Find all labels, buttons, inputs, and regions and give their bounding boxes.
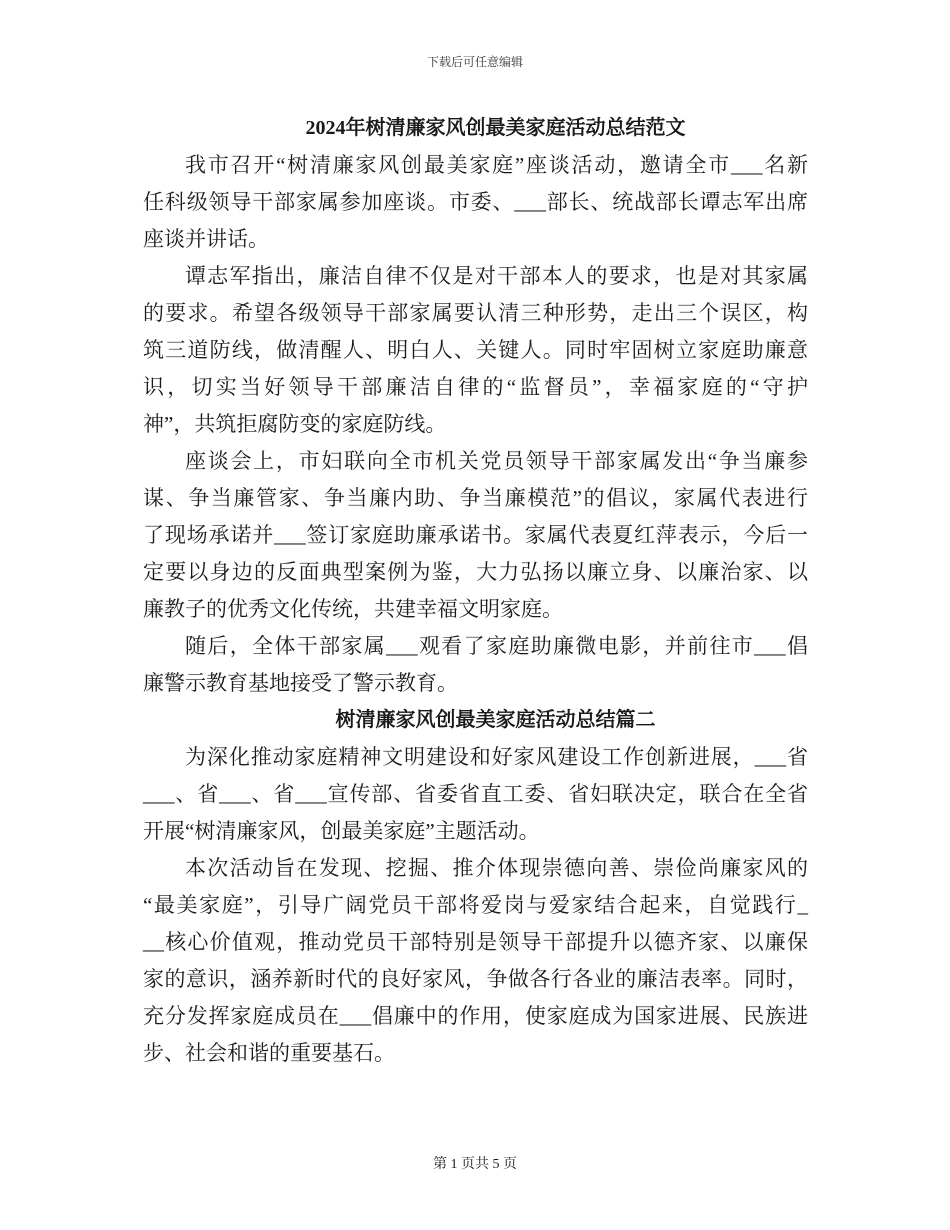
paragraph-line: 充分发挥家庭成员在___倡廉中的作用，使家庭成为国家进展、民族进	[143, 1004, 808, 1028]
paragraph-line: 识，切实当好领导干部廉洁自律的“监督员”，幸福家庭的“守护	[143, 375, 808, 399]
page-header-note: 下载后可任意编辑	[426, 55, 523, 69]
paragraph	[143, 739, 808, 850]
paragraph-line: 了现场承诺并___签订家庭助廉承诺书。家属代表夏红萍表示，今后一	[143, 523, 808, 547]
paragraph-line: “最美家庭”，引导广阔党员干部将爱岗与爱家结合起来，自觉践行_	[143, 893, 808, 917]
document-title: 2024年树清廉家风创最美家庭活动总结范文	[305, 117, 686, 139]
paragraph	[143, 628, 808, 702]
paragraph-line: 座谈并讲话。	[143, 227, 269, 251]
paragraph	[143, 850, 808, 1072]
paragraph-line: 神”，共筑拒腐防变的家庭防线。	[143, 412, 447, 436]
paragraph	[143, 147, 808, 258]
paragraph-line: 步、社会和谐的重要基石。	[143, 1041, 395, 1065]
paragraph-line: 廉警示教育基地接受了警示教育。	[143, 671, 458, 695]
section-heading: 树清廉家风创最美家庭活动总结篇二	[335, 709, 656, 731]
paragraph-line: 座谈会上，市妇联向全市机关党员领导干部家属发出“争当廉参	[185, 449, 808, 473]
page-number: 第 1 页共 5 页	[433, 1157, 517, 1172]
paragraph-line: 谭志军指出，廉洁自律不仅是对干部本人的要求，也是对其家属	[185, 264, 808, 288]
paragraph-line: 本次活动旨在发现、挖掘、推介体现崇德向善、崇俭尚廉家风的	[185, 856, 808, 880]
paragraph-line: 廉教子的优秀文化传统，共建幸福文明家庭。	[143, 597, 563, 621]
paragraph-line: 的要求。希望各级领导干部家属要认清三种形势，走出三个误区，构	[143, 301, 808, 325]
paragraph-line: 开展“树清廉家风，创最美家庭”主题活动。	[143, 819, 540, 843]
paragraph-line: 我市召开“树清廉家风创最美家庭”座谈活动，邀请全市___名新	[185, 153, 808, 177]
paragraph-line: 家的意识，涵养新时代的良好家风，争做各行各业的廉洁表率。同时，	[143, 967, 808, 991]
paragraph-line: 筑三道防线，做清醒人、明白人、关键人。同时牢固树立家庭助廉意	[143, 338, 808, 362]
paragraph-line: 为深化推动家庭精神文明建设和好家风建设工作创新进展，___省	[185, 745, 808, 769]
paragraph	[143, 258, 808, 443]
paragraph-line: 任科级领导干部家属参加座谈。市委、___部长、统战部长谭志军出席	[143, 190, 808, 214]
paragraph-line: ___、省___、省___宣传部、省委省直工委、省妇联决定，联合在全省	[143, 782, 808, 806]
paragraph-line: 谋、争当廉管家、争当廉内助、争当廉模范”的倡议，家属代表进行	[143, 486, 808, 510]
paragraph	[143, 443, 808, 628]
document-body	[143, 110, 808, 1072]
paragraph-line: 随后，全体干部家属___观看了家庭助廉微电影，并前往市___倡	[185, 634, 808, 658]
paragraph-line: __核心价值观，推动党员干部特别是领导干部提升以德齐家、以廉保	[143, 930, 808, 954]
paragraph-line: 定要以身边的反面典型案例为鉴，大力弘扬以廉立身、以廉治家、以	[143, 560, 808, 584]
